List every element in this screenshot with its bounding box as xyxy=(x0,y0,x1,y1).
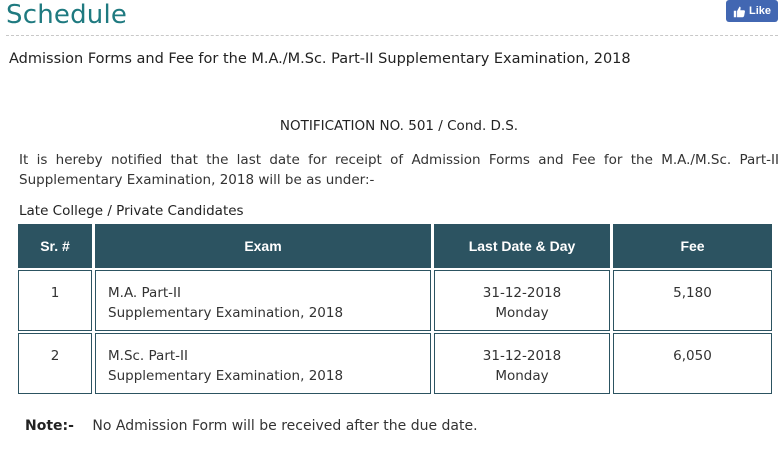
thumbs-up-icon xyxy=(733,5,746,18)
facebook-like-button[interactable] xyxy=(726,0,778,22)
cell-sr: 2 xyxy=(18,333,92,394)
table-header-row xyxy=(18,224,772,268)
note xyxy=(25,418,478,434)
table-row xyxy=(18,333,772,394)
cell-date xyxy=(434,270,610,331)
last-day: Monday xyxy=(495,367,549,384)
column-header-sr: Sr. # xyxy=(18,224,92,268)
exam-name: M.Sc. Part-II xyxy=(108,348,188,364)
column-header-exam: Exam xyxy=(95,224,431,268)
notification-number: NOTIFICATION NO. 501 / Cond. D.S. xyxy=(279,118,519,134)
cell-date xyxy=(434,333,610,394)
note-text: No Admission Form will be received after the due date. xyxy=(92,418,478,434)
column-header-fee: Fee xyxy=(613,224,772,268)
page-subtitle: Admission Forms and Fee for the M.A./M.Sc. Part-II Supplementary Examination, 2018 xyxy=(9,51,631,67)
last-day: Monday xyxy=(495,304,549,321)
last-date: 31-12-2018 xyxy=(482,348,562,364)
cell-exam xyxy=(95,333,431,394)
page-title: Schedule xyxy=(6,0,128,30)
note-label: Note:- xyxy=(25,418,74,434)
schedule-table xyxy=(15,222,775,396)
last-date: 31-12-2018 xyxy=(482,285,562,301)
exam-description: Supplementary Examination, 2018 xyxy=(108,304,344,321)
exam-name: M.A. Part-II xyxy=(108,285,182,301)
column-header-date: Last Date & Day xyxy=(434,224,610,268)
cell-exam xyxy=(95,270,431,331)
table-caption: Late College / Private Candidates xyxy=(19,203,244,219)
header-divider xyxy=(6,35,778,36)
cell-fee: 6,050 xyxy=(613,333,772,394)
cell-fee: 5,180 xyxy=(613,270,772,331)
like-button-label: Like xyxy=(748,5,771,17)
notification-body: It is hereby notified that the last date for receipt of Admission Forms and Fee for the M.A./M.Sc. Part-II Supplementary Examination, 2018 will be as under:- xyxy=(19,152,779,188)
exam-description: Supplementary Examination, 2018 xyxy=(108,367,344,384)
cell-sr: 1 xyxy=(18,270,92,331)
table-row xyxy=(18,270,772,331)
